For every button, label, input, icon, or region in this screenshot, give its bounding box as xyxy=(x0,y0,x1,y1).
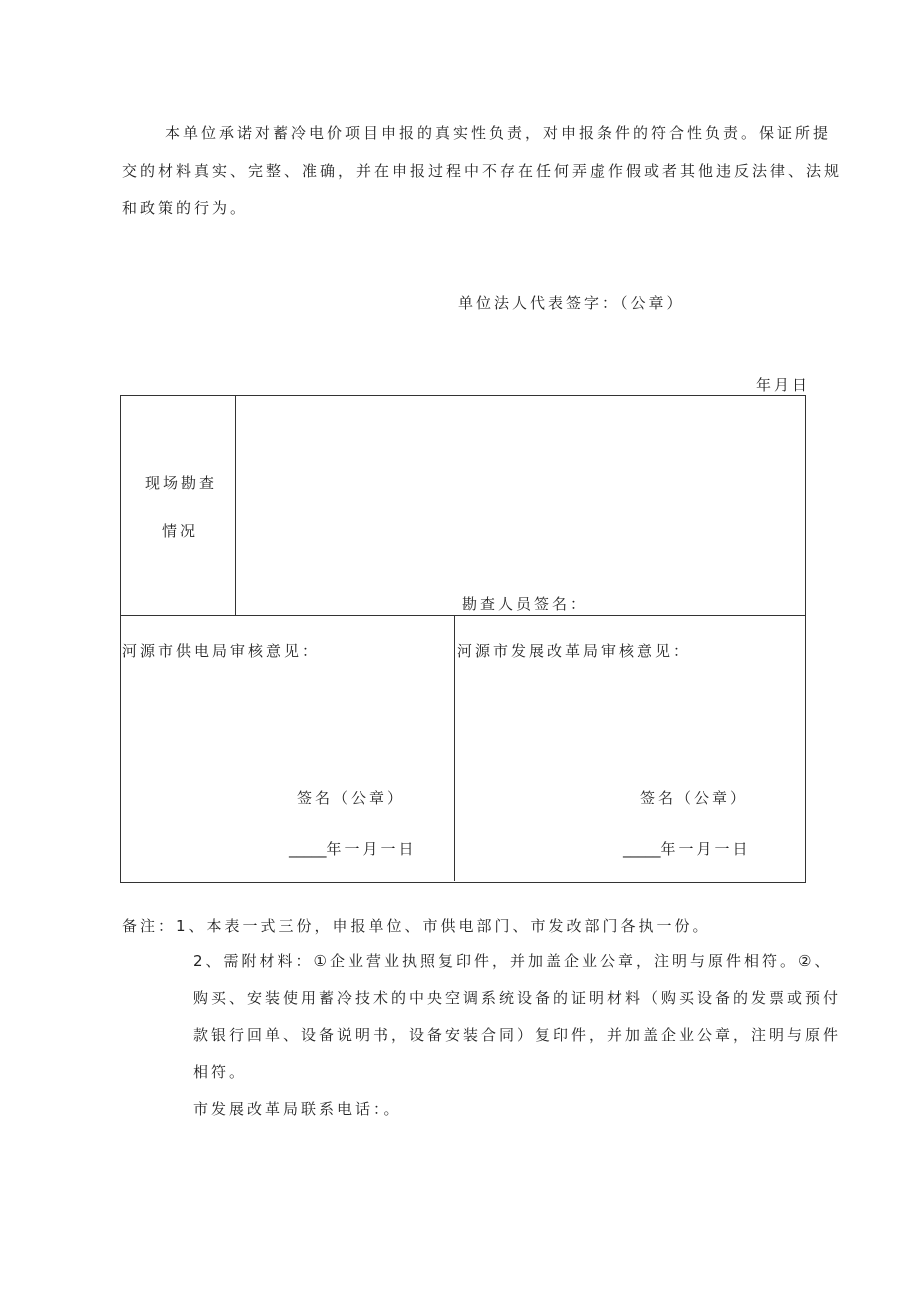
power-bureau-date-blank: _____ xyxy=(289,840,327,858)
commitment-line-2: 交的材料真实、完整、准确，并在申报过程中不存在任何弄虚作假或者其他违反法律、法规 xyxy=(122,162,843,180)
power-bureau-opinion-title: 河源市供电局审核意见： xyxy=(122,642,321,660)
survey-divider xyxy=(235,396,236,615)
notes-line-1: 备注：1、本表一式三份，申报单位、市供电部门、市发改部门各执一份。 xyxy=(122,917,711,935)
legal-rep-signature-label: 单位法人代表签字：（公章） xyxy=(458,294,685,312)
commitment-line-3: 和政策的行为。 xyxy=(122,199,249,217)
signature-date: 年月日 xyxy=(756,376,811,394)
power-bureau-sign-label: 签名（公章） xyxy=(297,789,406,807)
survey-label-line-2: 情况 xyxy=(162,522,199,540)
power-bureau-date-text: 年一月一日 xyxy=(326,840,417,858)
power-bureau-date xyxy=(289,838,417,859)
ndrc-contact-phone: 市发展改革局联系电话：。 xyxy=(193,1100,402,1118)
ndrc-date-blank: _____ xyxy=(623,840,661,858)
notes-item2-line-1: 2、需附材料：①企业营业执照复印件，并加盖企业公章，注明与原件相符。②、 xyxy=(193,952,833,970)
ndrc-date xyxy=(623,838,751,859)
notes-item2-line-4: 相符。 xyxy=(193,1063,248,1081)
ndrc-sign-label: 签名（公章） xyxy=(640,789,749,807)
ndrc-opinion-title: 河源市发展改革局审核意见： xyxy=(457,642,692,660)
surveyor-signature-label: 勘查人员签名： xyxy=(462,595,589,613)
notes-item2-line-3: 款银行回单、设备说明书，设备安装合同）复印件，并加盖企业公章，注明与原件 xyxy=(193,1026,842,1044)
survey-label-line-1: 现场勘查 xyxy=(145,474,218,492)
notes-item2-line-2: 购买、安装使用蓄冷技术的中央空调系统设备的证明材料（购买设备的发票或预付 xyxy=(193,989,842,1007)
commitment-line-1: 本单位承诺对蓄冷电价项目申报的真实性负责，对申报条件的符合性负责。保证所提 xyxy=(165,124,832,142)
review-divider xyxy=(454,616,455,881)
review-table xyxy=(120,395,806,883)
ndrc-date-text: 年一月一日 xyxy=(660,840,751,858)
row-divider xyxy=(121,615,805,616)
